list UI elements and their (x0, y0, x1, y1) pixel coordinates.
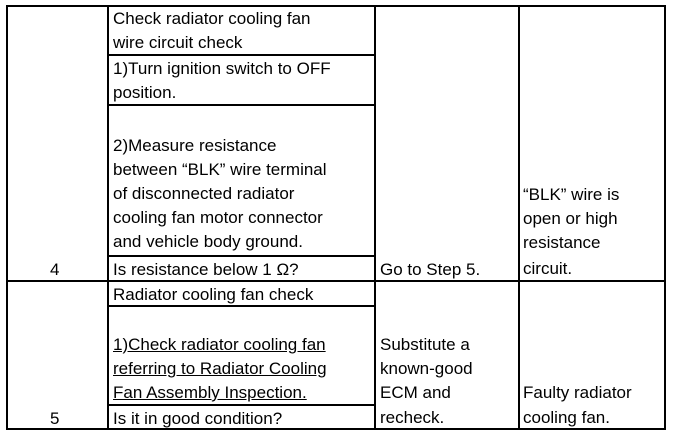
column-divider-action (374, 5, 376, 430)
no-result: circuit. (523, 259, 573, 278)
no-result: cooling fan. (523, 408, 610, 427)
action-step: and vehicle body ground. (113, 232, 303, 251)
no-result: “BLK” wire is (523, 185, 620, 204)
step-number: 4 (50, 260, 60, 279)
no-result: open or high (523, 209, 618, 228)
action-step: 1)Turn ignition switch to OFF (113, 59, 331, 78)
action-step: cooling fan motor connector (113, 208, 323, 227)
action-divider (107, 255, 375, 257)
no-result: resistance (523, 233, 601, 252)
action-title: Radiator cooling fan check (113, 285, 314, 304)
step-number: 5 (50, 409, 60, 428)
action-step: position. (113, 83, 177, 102)
action-question: Is it in good condition? (113, 409, 283, 428)
inspection-reference-link[interactable]: referring to Radiator Cooling (113, 359, 327, 378)
table-border-left (6, 5, 8, 430)
yes-result: recheck. (380, 408, 445, 427)
action-title: Check radiator cooling fan (113, 9, 311, 28)
table-border-right (664, 5, 666, 430)
action-title: wire circuit check (113, 33, 243, 52)
action-step: between “BLK” wire terminal (113, 160, 327, 179)
action-question: Is resistance below 1 Ω? (113, 260, 299, 279)
inspection-reference-link[interactable]: Fan Assembly Inspection. (113, 383, 307, 402)
inspection-reference-link[interactable]: 1)Check radiator cooling fan (113, 335, 326, 354)
yes-result: Substitute a (380, 335, 470, 354)
action-step: 2)Measure resistance (113, 136, 277, 155)
yes-result: ECM and (380, 383, 451, 402)
table-border-top (6, 5, 666, 7)
column-divider-step (107, 5, 109, 430)
column-divider-yes (518, 5, 520, 430)
action-step: of disconnected radiator (113, 184, 295, 203)
no-result: Faulty radiator (523, 383, 632, 402)
yes-result: Go to Step 5. (380, 260, 481, 279)
yes-result: known-good (380, 359, 473, 378)
